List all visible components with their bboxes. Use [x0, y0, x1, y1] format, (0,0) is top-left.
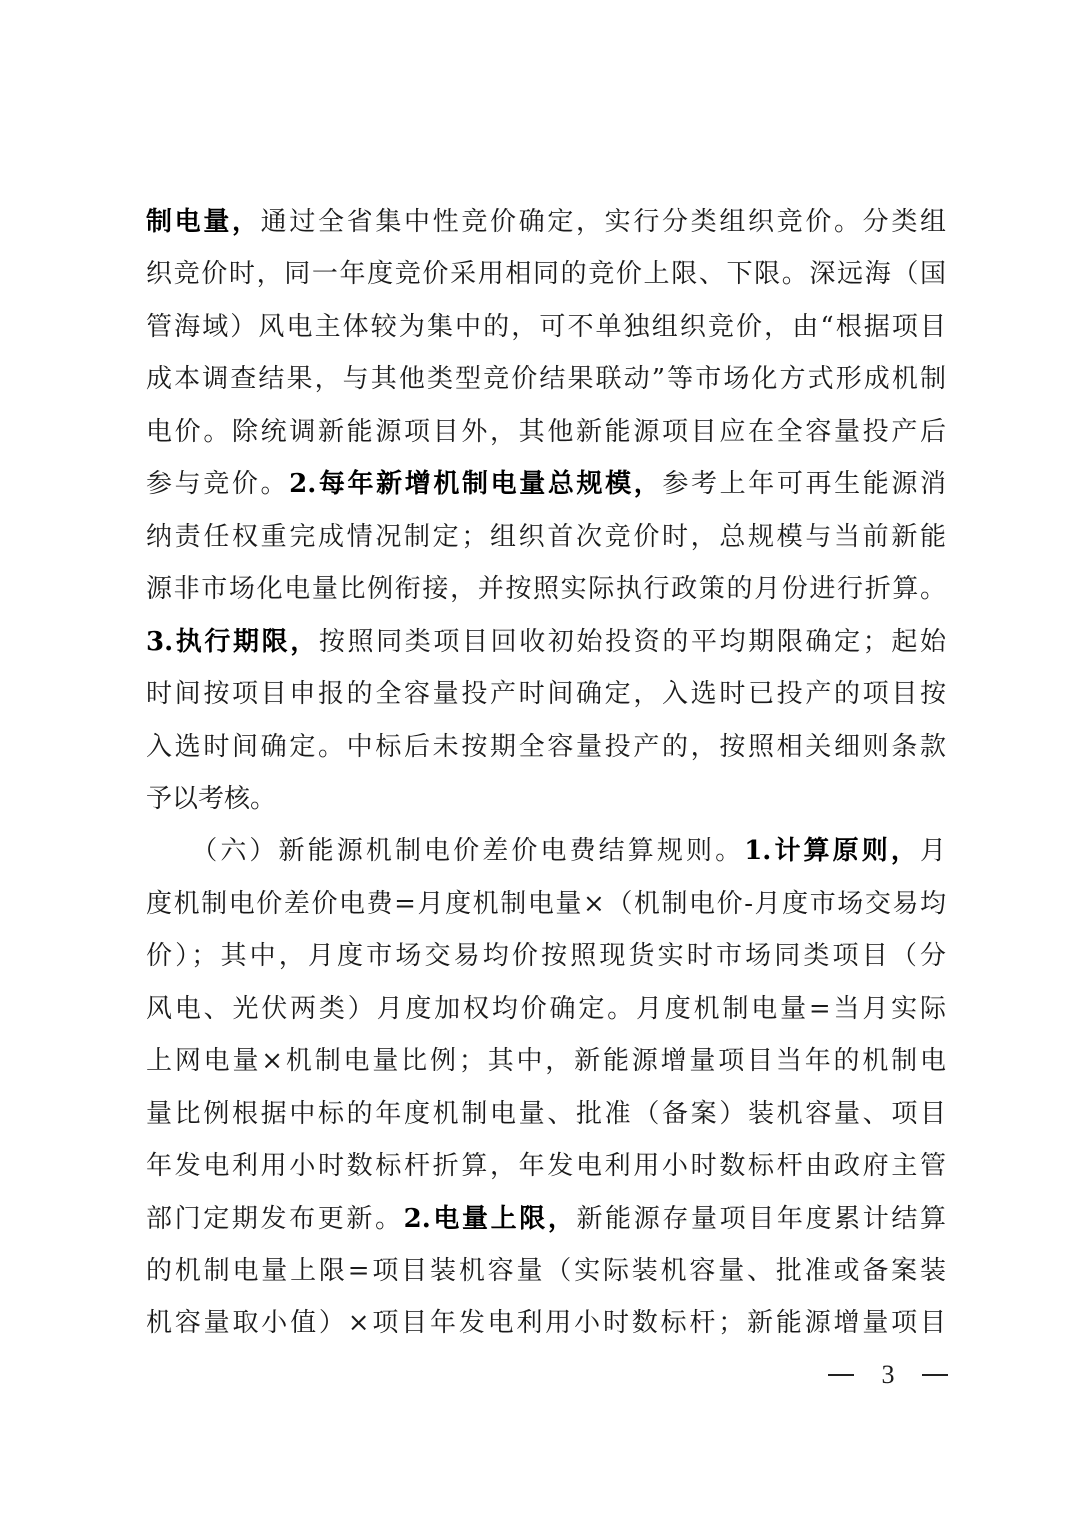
dash-left [828, 1374, 854, 1376]
body-text-segment: 电价。除统调新能源项目外，其他新能源项目应在全容量投产后 [146, 416, 946, 447]
body-text-segment: 通过全省集中性竞价确定，实行分类组织竞价。分类组 [260, 207, 946, 237]
body-text-segment: 入选时间确定。中标后未按期全容量投产的，按照相关细则条款 [146, 731, 946, 762]
body-text-segment: 时间按项目申报的全容量投产时间确定，入选时已投产的项目按 [146, 679, 946, 710]
text-line [146, 989, 946, 1029]
body-text-segment: 月 [919, 836, 946, 867]
text-line [146, 359, 946, 399]
text-line [146, 307, 946, 347]
text-line [146, 622, 946, 662]
text-line [146, 202, 946, 242]
bold-heading-text: 2.电量上限， [403, 1203, 577, 1234]
text-line [146, 727, 946, 767]
body-text-segment: 年发电利用小时数标杆折算，年发电利用小时数标杆由政府主管 [146, 1151, 946, 1182]
bold-heading-text: 1.计算原则， [744, 836, 920, 867]
text-line [146, 1303, 946, 1343]
text-line [146, 936, 946, 976]
body-text-segment: 部门定期发布更新。 [146, 1203, 404, 1234]
page-number-footer [828, 1358, 948, 1392]
body-text-segment: 度机制电价差价电费=月度机制电量×（机制电价-月度市场交易均 [146, 888, 946, 919]
body-text-segment: 源非市场化电量比例衔接，并按照实际执行政策的月份进行折算。 [146, 574, 946, 605]
body-text-segment: 的机制电量上限=项目装机容量（实际装机容量、批准或备案装 [146, 1256, 946, 1286]
body-text-segment: 上网电量×机制电量比例；其中，新能源增量项目当年的机制电 [146, 1046, 946, 1077]
body-text-segment: 成本调查结果，与其他类型竞价结果联动”等市场化方式形成机制 [146, 364, 946, 395]
text-line [146, 1199, 946, 1239]
text-line [146, 464, 946, 504]
text-line [146, 1251, 946, 1291]
body-text-segment: 织竞价时，同一年度竞价采用相同的竞价上限、下限。深远海（国 [146, 259, 946, 290]
text-line [146, 569, 946, 609]
body-text-segment: 新能源存量项目年度累计结算 [576, 1203, 946, 1234]
body-text-segment: 纳责任权重完成情况制定；组织首次竞价时，总规模与当前新能 [146, 521, 946, 552]
dash-right [922, 1374, 948, 1376]
text-line [146, 1041, 946, 1081]
bold-heading-text: 3.执行期限， [146, 626, 319, 657]
body-text-segment: 按照同类项目回收初始投资的平均期限确定；起始 [318, 626, 946, 657]
body-text-segment: 机容量取小值）×项目年发电利用小时数标杆；新能源增量项目 [146, 1308, 946, 1339]
text-line [146, 412, 946, 452]
text-line [146, 1146, 946, 1186]
text-line [146, 517, 946, 557]
text-line [146, 779, 946, 819]
body-text-segment: 价）；其中，月度市场交易均价按照现货实时市场同类项目（分 [146, 941, 946, 972]
text-line [146, 1094, 946, 1134]
text-line [146, 674, 946, 714]
body-text-segment: 参考上年可再生能源消 [662, 469, 946, 500]
text-line [146, 831, 946, 871]
bold-heading-text: 制电量， [146, 207, 261, 237]
bold-heading-text: 2.每年新增机制电量总规模， [289, 469, 663, 500]
page-number: 3 [881, 1360, 895, 1389]
body-text-segment: 量比例根据中标的年度机制电量、批准（备案）装机容量、项目 [146, 1098, 946, 1129]
body-text-segment: 予以考核。 [146, 783, 277, 814]
text-line [146, 254, 946, 294]
body-text-segment: 管海域）风电主体较为集中的，可不单独组织竞价，由“根据项目 [146, 311, 946, 342]
text-line [146, 884, 946, 924]
body-text-segment: （六）新能源机制电价差价电费结算规则。 [146, 836, 745, 867]
body-text-segment: 风电、光伏两类）月度加权均价确定。月度机制电量=当月实际 [146, 993, 946, 1024]
body-text-segment: 参与竞价。 [146, 469, 290, 500]
